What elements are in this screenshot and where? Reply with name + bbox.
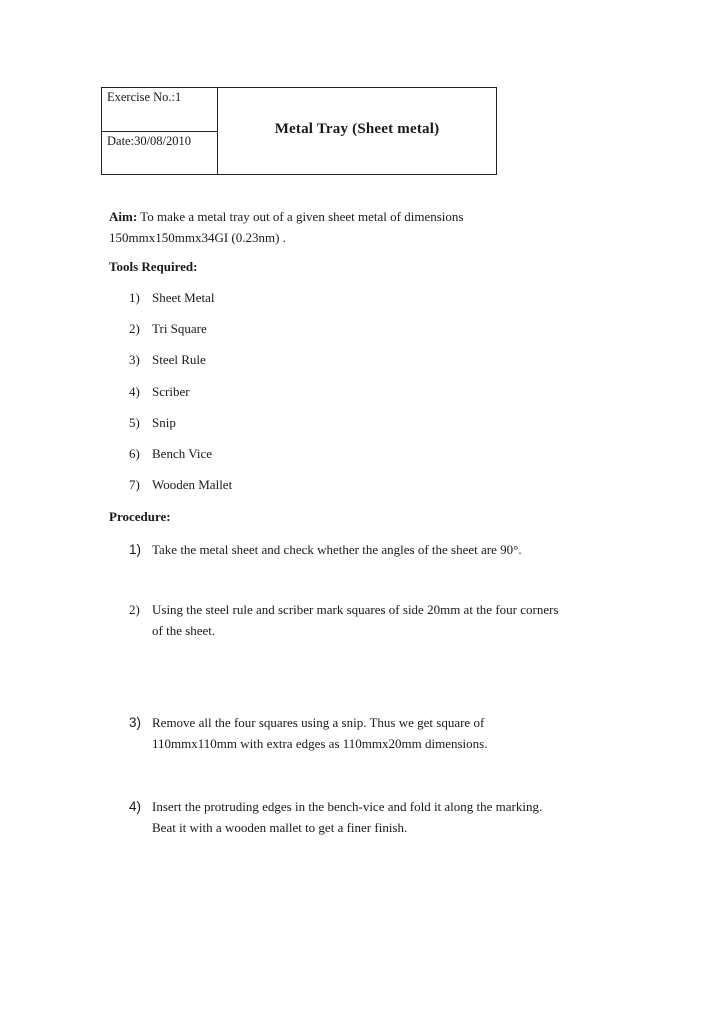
header-info-column <box>102 88 218 174</box>
exercise-date: Date:30/08/2010 <box>107 134 192 148</box>
header-box <box>101 87 497 175</box>
tool-item-label: Tri Square <box>152 321 207 336</box>
tool-item <box>129 351 206 369</box>
aim-paragraph <box>109 206 609 248</box>
tool-item <box>129 289 214 307</box>
procedure-step-text: Using the steel rule and scriber mark squares of side 20mm at the four corners <box>152 602 559 617</box>
tool-item-number: 4) <box>129 384 140 399</box>
aim-text-line2: 150mmx150mmx34GI (0.23nm) . <box>109 230 286 245</box>
tool-item-number: 3) <box>129 352 140 367</box>
tool-item-number: 6) <box>129 446 140 461</box>
procedure-step <box>129 539 609 560</box>
procedure-heading: Procedure: <box>109 509 171 524</box>
tool-item-label: Steel Rule <box>152 352 206 367</box>
tool-item-label: Scriber <box>152 384 190 399</box>
procedure-step <box>129 599 609 641</box>
tool-item <box>129 476 232 494</box>
tool-item <box>129 445 212 463</box>
tools-heading: Tools Required: <box>109 259 198 274</box>
tool-item-label: Sheet Metal <box>152 290 215 305</box>
tool-item-number: 5) <box>129 415 140 430</box>
procedure-step <box>129 796 609 838</box>
tool-item-number: 2) <box>129 321 140 336</box>
procedure-step-number: 2) <box>129 602 140 617</box>
procedure-step-number: 3) <box>129 715 142 730</box>
aim-text: To make a metal tray out of a given sheet metal of dimensions <box>137 209 464 224</box>
procedure-step-number: 4) <box>129 799 142 814</box>
procedure-step <box>129 712 609 754</box>
tool-item-label: Wooden Mallet <box>152 477 233 492</box>
tool-item-label: Bench Vice <box>152 446 212 461</box>
procedure-step-text: Take the metal sheet and check whether the angles of the sheet are 90°. <box>152 542 522 557</box>
procedure-step-text: Insert the protruding edges in the bench-vice and fold it along the marking. <box>152 799 543 814</box>
procedure-step-text-line2: Beat it with a wooden mallet to get a finer finish. <box>152 820 408 835</box>
tool-item-number: 7) <box>129 477 140 492</box>
tool-item <box>129 414 176 432</box>
tool-item-label: Snip <box>152 415 176 430</box>
procedure-step-text-line2: of the sheet. <box>152 623 216 638</box>
tool-item <box>129 320 207 338</box>
procedure-step-text-line2: 110mmx110mm with extra edges as 110mmx20mm dimensions. <box>152 736 488 751</box>
document-title: Metal Tray (Sheet metal) <box>274 121 440 137</box>
aim-label: Aim: <box>109 209 138 224</box>
tool-item <box>129 383 190 401</box>
procedure-step-number: 1) <box>129 542 142 557</box>
procedure-step-text: Remove all the four squares using a snip. Thus we get square of <box>152 715 485 730</box>
tool-item-number: 1) <box>129 290 140 305</box>
exercise-number: Exercise No.:1 <box>102 88 217 132</box>
